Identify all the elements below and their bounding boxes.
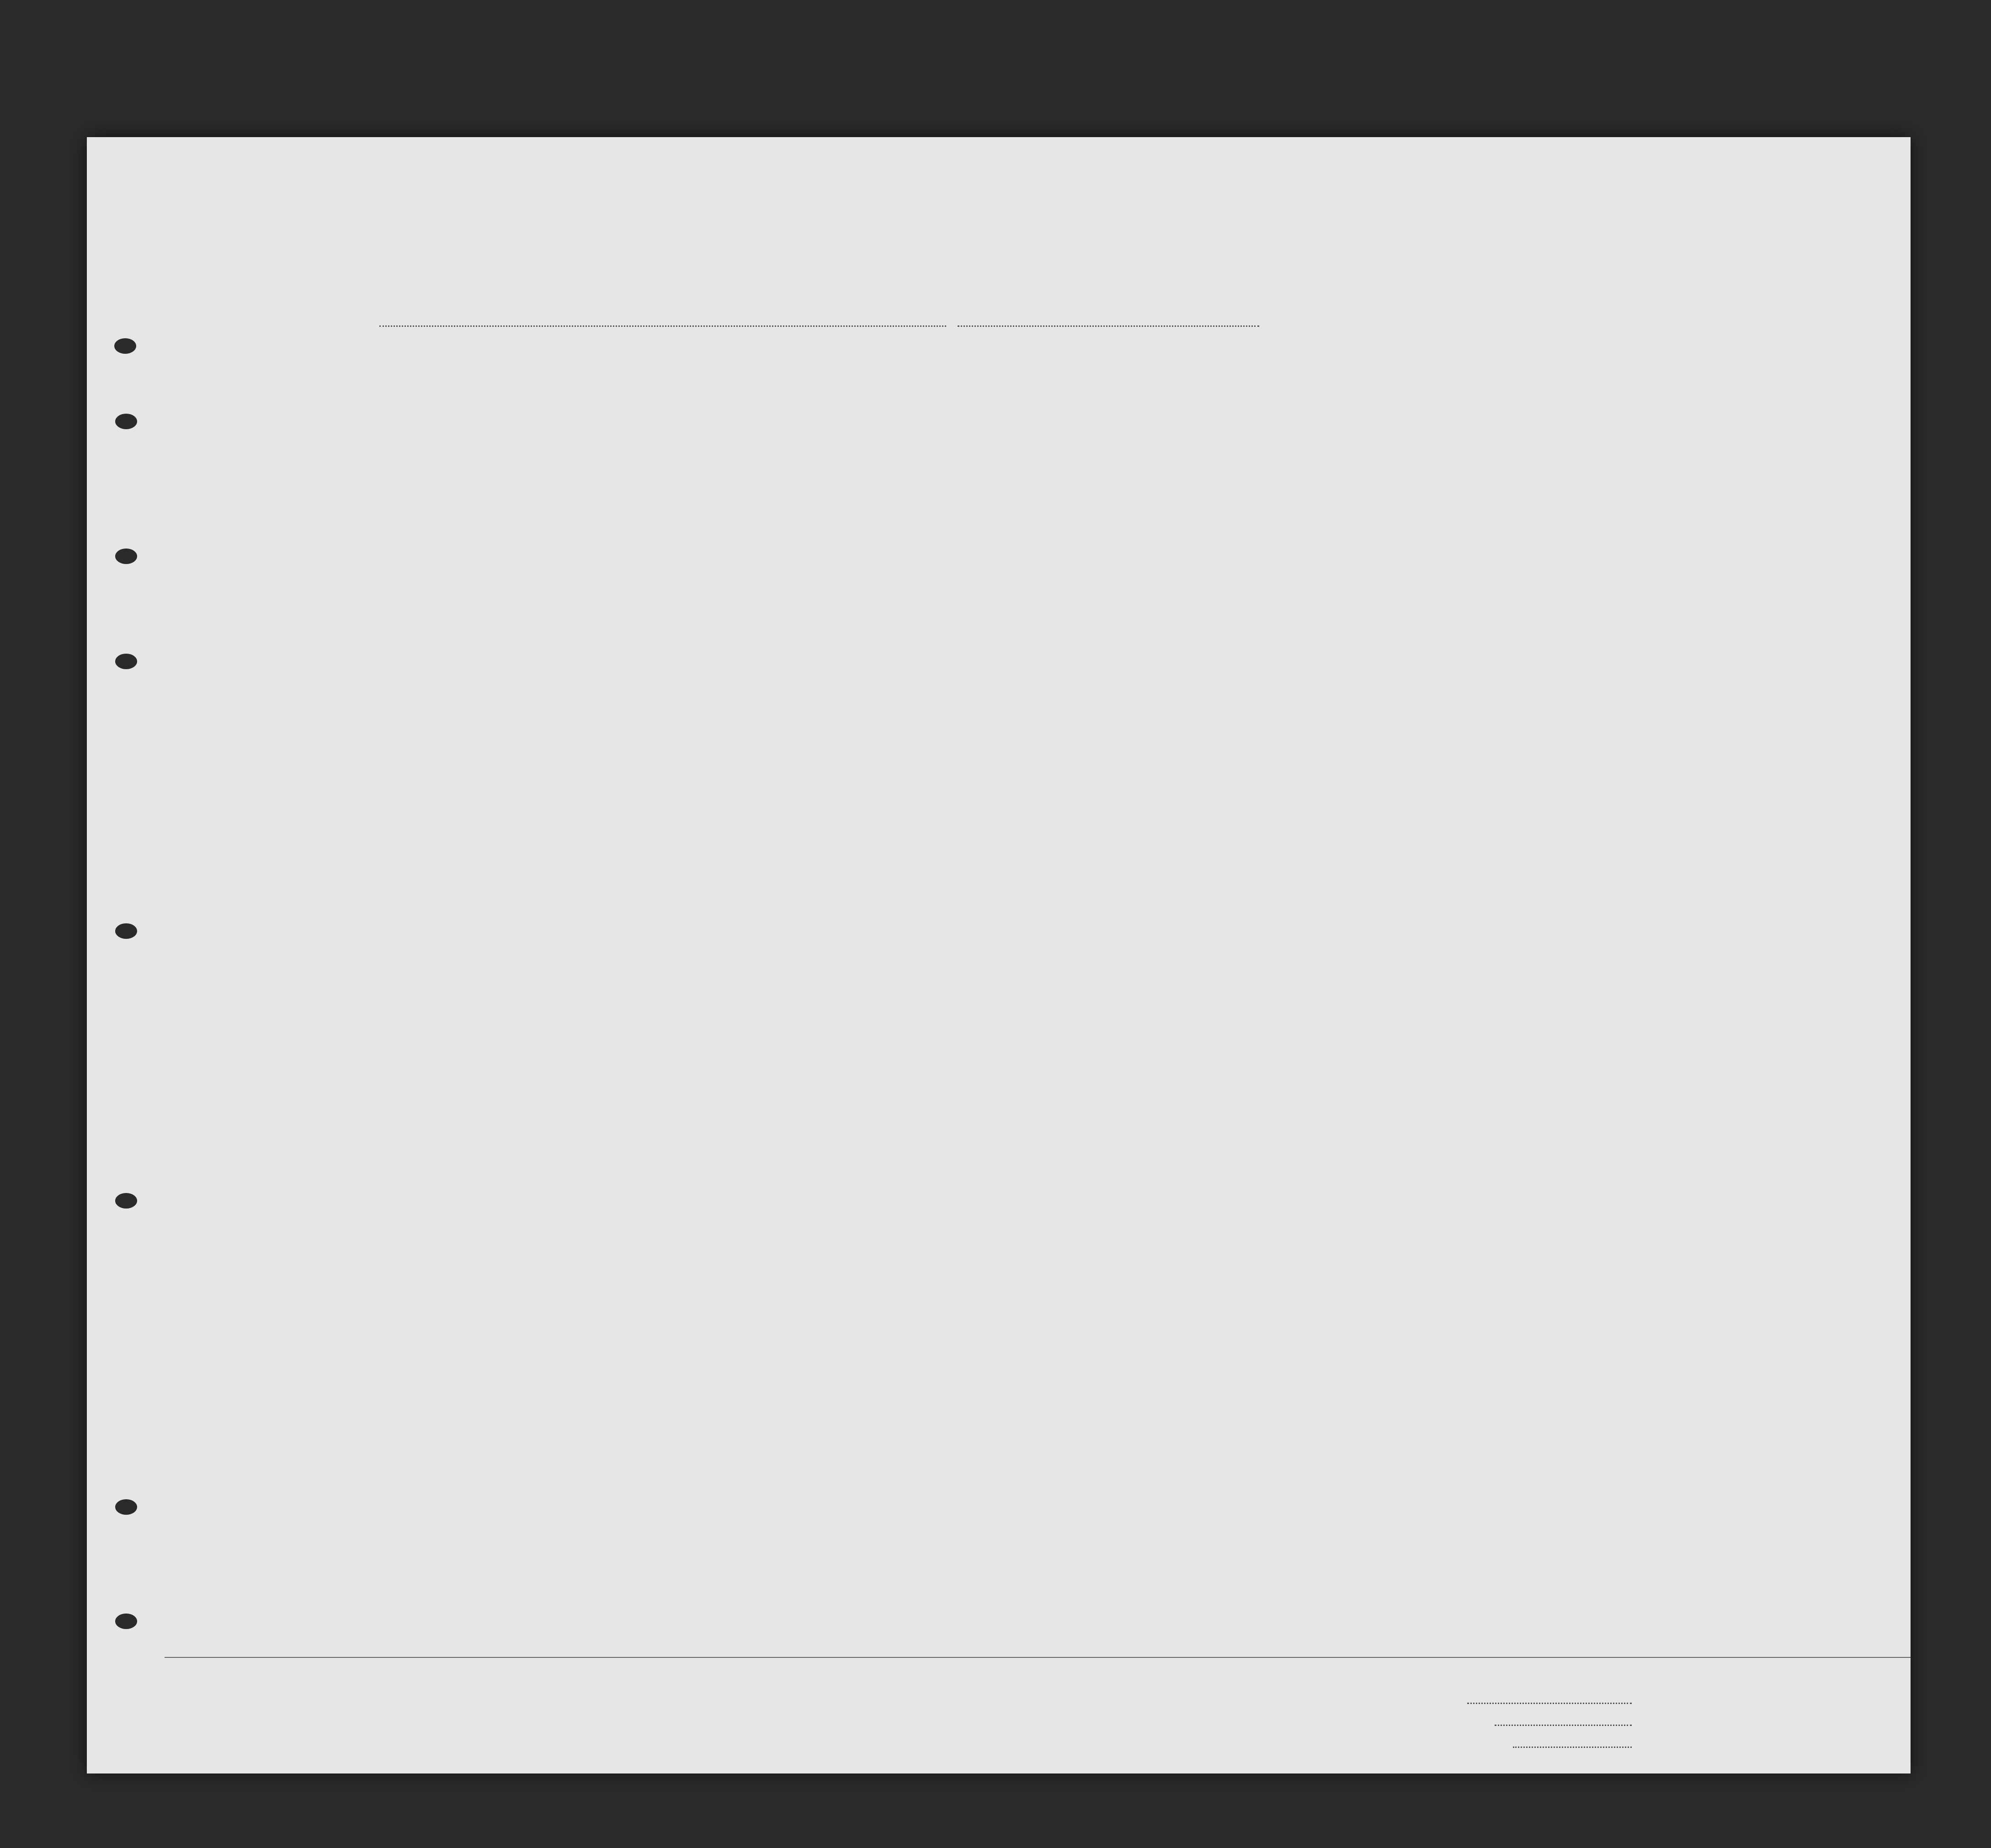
footer-rule [165, 1657, 1911, 1658]
line-field [1467, 1703, 1632, 1704]
owners-field [1495, 1725, 1632, 1726]
agents-field [1513, 1747, 1632, 1748]
manifest-table [87, 137, 1911, 1773]
manifest-sheet [87, 137, 1911, 1773]
